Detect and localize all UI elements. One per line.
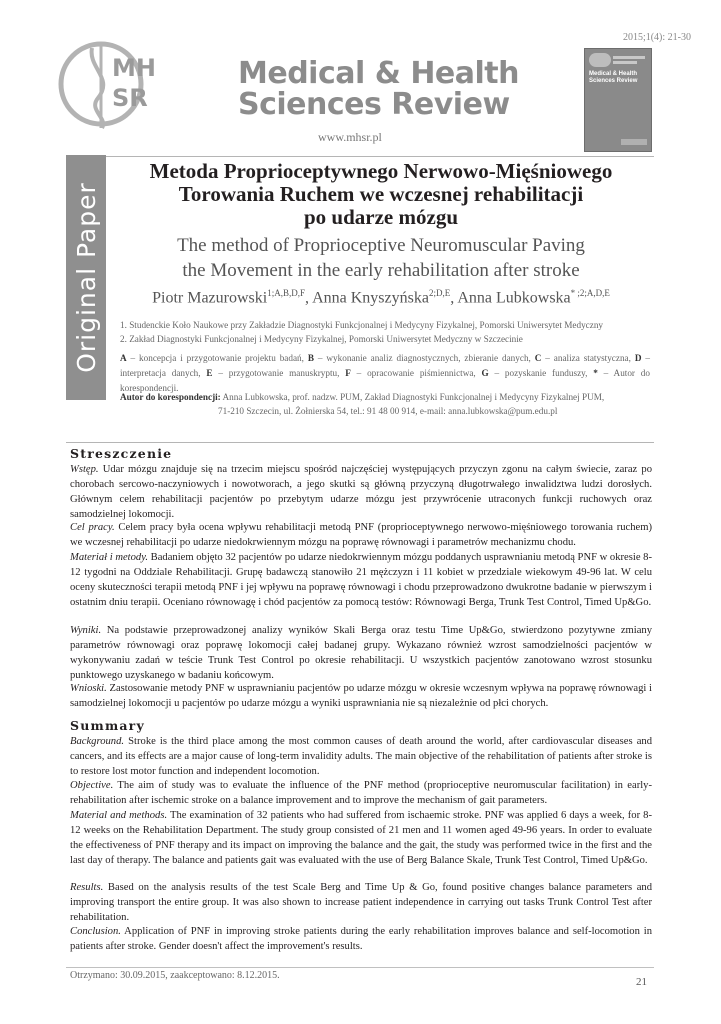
role-desc: – opracowanie piśmiennictwa, <box>350 368 482 378</box>
divider <box>106 156 654 157</box>
paragraph-text: Zastosowanie metody PNF w usprawnianiu pacjentów po udarze mózgu w okresie wczesnym wpływa na poprawę równowagi i samodzielnej lokomocji u pacjentów po udarze mózgu a wyniki usprawniania nie są niezależnie od płci chorych. <box>70 683 652 709</box>
title-english <box>110 233 652 283</box>
logo-text-bottom: SR <box>112 84 148 112</box>
received-dates: Otrzymano: 30.09.2015, zaakceptowano: 8.12.2015. <box>70 970 280 981</box>
title-english-line: the Movement in the early rehabilitation after stroke <box>182 260 580 281</box>
role-key: A <box>120 353 127 363</box>
role-desc: – przygotowanie manuskryptu, <box>212 368 346 378</box>
role-key: G <box>481 368 489 378</box>
role-desc: – analiza statystyczna, <box>541 353 635 363</box>
author-affiliation-mark: 2;D,E <box>428 288 451 298</box>
paragraph-label: Objective. <box>70 780 114 791</box>
article-type-tab <box>66 155 106 400</box>
role-desc: – koncepcja i przygotowanie projektu badań, <box>126 353 308 363</box>
paragraph-text: Na podstawie przeprowadzonej analizy wyników Skali Berga oraz testu Time Up&Go, stwierdzono pozytywne zmiany parametrów równowagi oraz poprawę lokomocji całej badanej grupy. Wykazano również wzrost samodzielności pacjentów w wykonywaniu zadań w teście Trunk Test Control po okresie rehabilitacji. U wszystkich pacjentów zanotowano wzrost stosunku punktowego uzyskanego w badaniu końcowym. <box>70 625 652 681</box>
paragraph-label: Cel pracy. <box>70 522 115 533</box>
paragraph-label: Conclusion. <box>70 926 121 937</box>
abstract-paragraph <box>70 520 652 550</box>
abstract-paragraph <box>70 623 652 683</box>
paragraph-text: Celem pracy była ocena wpływu rehabilitacji metodą PNF (proprioceptywnego nerwowo-mięśniowego torowania ruchem) we wczesnej rehabilitacji po udarze niedokrwiennym mózgu na poprawę równowagi i parametrów mechanizmu chodu. <box>70 522 652 548</box>
author-affiliation-mark: * ;2;A,D,E <box>570 288 610 298</box>
title-polish <box>110 160 652 229</box>
role-key: C <box>534 353 542 363</box>
cover-title: Medical & Health Sciences Review <box>589 71 638 84</box>
divider <box>66 967 654 968</box>
paragraph-label: Wnioski. <box>70 683 107 694</box>
article-type-label: Original Paper <box>71 182 101 373</box>
role-key: D <box>634 353 642 363</box>
author-separator: , <box>304 289 313 307</box>
title-english-line: The method of Proprioceptive Neuromuscular Paving <box>177 235 585 256</box>
author-affiliation-mark: 1;A,B,D,F <box>267 288 305 298</box>
title-polish-line: Metoda Proprioceptywnego Nerwowo-Mięśniowego <box>149 159 613 183</box>
journal-title-line2: Sciences Review <box>238 87 510 122</box>
abstract-paragraph <box>70 880 652 925</box>
role-key: E <box>206 368 213 378</box>
journal-title-line1: Medical & Health <box>238 56 519 91</box>
paragraph-label: Material and methods. <box>70 810 168 821</box>
issue-reference: 2015;1(4): 21-30 <box>622 32 691 43</box>
cover-logo-icon <box>589 53 611 67</box>
paragraph-text: The aim of study was to evaluate the influence of the PNF method (proprioceptive neuromuscular facilitation) in early-rehabilitation after ischemic stroke on a balance improvement and to improve the mechanism of gait parameters. <box>70 780 652 806</box>
correspondence-label: Autor do korespondencji: <box>120 392 221 402</box>
author-list <box>110 288 652 307</box>
paragraph-text: Udar mózgu znajduje się na trzecim miejscu spośród najczęściej występujących przyczyn zgonu na całym świecie, zaraz po chorobach sercowo-naczyniowych i nowotworach, a jego skutki są główną przyczyną długotrwałego inwalidztwa ludzi dorosłych. Głównym celem rehabilitacji pacjentów po przebytym udarze mózgu jest przywrócenie utraconych funkcji ruchowych oraz samodzielnej lokomocji. <box>70 464 652 520</box>
abstract-paragraph <box>70 924 652 954</box>
journal-logo <box>58 38 156 130</box>
paragraph-text: Badaniem objęto 32 pacjentów po udarze niedokrwiennym mózgu poddanych usprawnianiu metodą PNF w okresie 8-12 tygodni na Oddziale Rehabilitacji. Grupę badawczą stanowiło 21 mężczyzn i 11 kobiet w przedziale wiekowym 49-96 lat. W celu oceny skuteczności terapii metodą PNF i jej wpływu na poprawę równowagi i chodu przeprowadzono dwukrotne badanie w pierwszym i ostatnim dniu terapii. Oceniano równowagę i chód pacjentów za pomocą testów: Równowagi Berga, Trunk Test Control, Timed Up&Go. <box>70 552 653 608</box>
author-name: Anna Knyszyńska <box>312 289 429 307</box>
abstract-paragraph <box>70 550 652 610</box>
paragraph-text: Based on the analysis results of the test Scale Berg and Time Up & Go, found positive changes balance parameters and improving transport the entire group. It was also shown to increase patient independence in carrying out tasks Trunk Control Test after rehabilitation. <box>70 882 652 923</box>
affiliation-item: 1. Studenckie Koło Naukowe przy Zakładzie Diagnostyki Funkcjonalnej i Medycyny Fizykalnej, Pomorski Uniwersytet Medyczny <box>120 320 604 330</box>
abstract-paragraph <box>70 462 652 522</box>
paragraph-label: Background. <box>70 736 125 747</box>
role-key: F <box>345 368 351 378</box>
section-heading-streszczenie: Streszczenie <box>70 446 173 461</box>
page-number: 21 <box>636 976 647 988</box>
paragraph-label: Results. <box>70 882 104 893</box>
role-desc: – pozyskanie funduszy, <box>488 368 594 378</box>
correspondence-line: Anna Lubkowska, prof. nadzw. PUM, Zakład Diagnostyki Funkcjonalnej i Medycyny Fizykalnej PUM, <box>220 392 605 402</box>
title-polish-line: po udarze mózgu <box>304 205 458 229</box>
role-desc: – interpretacja danych, <box>120 353 650 378</box>
affiliation-item: 2. Zakład Diagnostyki Funkcjonalnej i Medycyny Fizykalnej, Pomorski Uniwersytet Medyczny w Szczecinie <box>120 334 523 344</box>
abstract-paragraph <box>70 778 652 808</box>
role-key: B <box>307 353 314 363</box>
section-heading-summary: Summary <box>70 718 145 733</box>
paragraph-text: Stroke is the third place among the most common causes of death around the world, after cardiovascular diseases and cancers, and its effects are a major cause of long-term invalidity adults. The main objective of the rehabilitation of patients after stroke is to restore lost motor function and independent locomotion. <box>70 736 652 777</box>
cover-decoration <box>613 56 645 59</box>
cover-decoration <box>613 61 637 64</box>
correspondence <box>120 390 650 418</box>
title-polish-line: Torowania Ruchem we wczesnej rehabilitacji <box>178 182 584 206</box>
abstract-paragraph <box>70 734 652 779</box>
correspondence-line[interactable]: 71-210 Szczecin, ul. Żołnierska 54, tel.: 91 48 00 914, e-mail: anna.lubkowska@pum.edu.pl <box>218 406 558 416</box>
paragraph-text: The examination of 32 patients who had suffered from ischaemic stroke. PNF was applied 6 days a week, for 8-12 weeks on the Rehabilitation Department. The study group consisted of 21 men and 11 women aged 49-96 years. In order to evaluate the effectiveness of PNF therapy and its impact on improving the balance and the gait, the study was performed twice in the first and the last day of therapy. The balance and patients gait was evaluated with the use of Berg Balance Skale, Trunk Test Control, Timed Up&Go. <box>70 810 653 866</box>
author-separator: , <box>450 289 458 307</box>
logo-text-top: MH <box>112 54 156 82</box>
role-desc: – wykonanie analiz diagnostycznych, zbieranie danych, <box>314 353 535 363</box>
affiliations <box>120 318 650 346</box>
role-key: * <box>593 368 598 378</box>
journal-url[interactable]: www.mhsr.pl <box>318 130 382 144</box>
divider <box>66 442 654 443</box>
paragraph-label: Wyniki. <box>70 625 102 636</box>
cover-publisher-mark <box>621 139 647 145</box>
author-name: Piotr Mazurowski <box>152 289 268 307</box>
paragraph-text: Application of PNF in improving stroke patients during the early rehabilitation improves balance and self-locomotion in patients after stroke. Gender doesn't affect the improvement's results. <box>70 926 652 952</box>
paragraph-label: Materiał i metody. <box>70 552 148 563</box>
role-desc: – Autor do korespondencji. <box>120 368 650 393</box>
journal-title <box>238 58 538 120</box>
paragraph-label: Wstęp. <box>70 464 99 475</box>
abstract-paragraph <box>70 808 652 868</box>
abstract-paragraph <box>70 681 652 711</box>
journal-cover-thumbnail <box>584 48 652 152</box>
author-name: Anna Lubkowska <box>457 289 571 307</box>
